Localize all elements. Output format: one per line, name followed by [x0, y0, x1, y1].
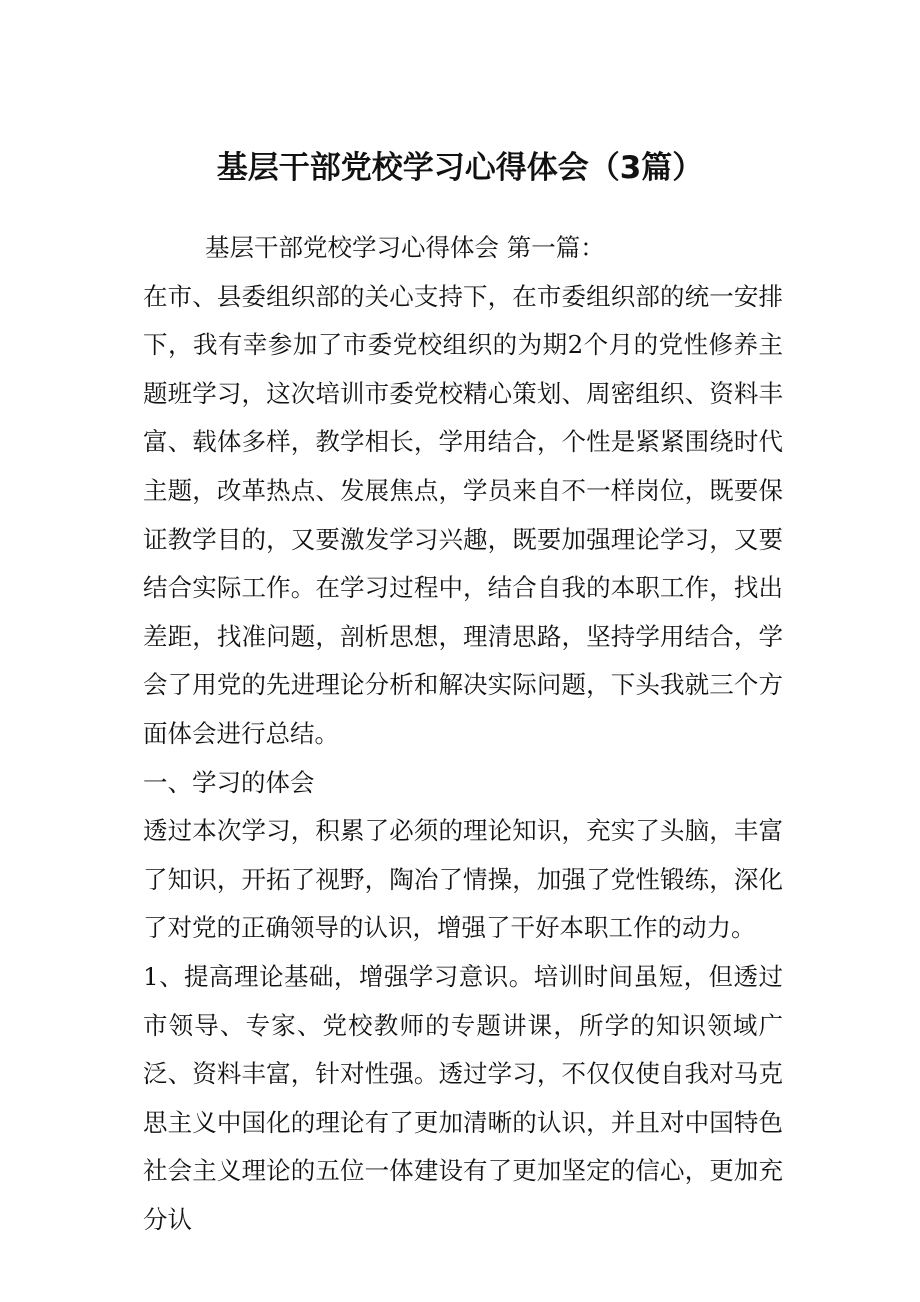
paragraph-point-1: 1、提高理论基础，增强学习意识。培训时间虽短，但透过市领导、专家、党校教师的专题讲课，所学的知识领域广泛、资料丰富，针对性强。透过学习，不仅仅使自我对马克思主义中国化的理论有了更加清晰的认识，并且对中国特色社会主义理论的五位一体建设有了更加坚定的信心，更加充分认: [143, 961, 783, 1234]
document-body: [143, 224, 783, 1244]
paragraph-experience: 透过本次学习，积累了必须的理论知识，充实了头脑，丰富了知识，开拓了视野，陶冶了情操，加强了党性锻练，深化了对党的正确领导的认识，增强了干好本职工作的动力。: [143, 816, 783, 943]
paragraph-intro: 在市、县委组织部的关心支持下，在市委组织部的统一安排下，我有幸参加了市委党校组织的为期2个月的党性修养主题班学习，这次培训市委党校精心策划、周密组织、资料丰富、载体多样，教学相长，学用结合，个性是紧紧围绕时代主题，改革热点、发展焦点，学员来自不一样岗位，既要保证教学目的，又要激发学习兴趣，既要加强理论学习，又要结合实际工作。在学习过程中，结合自我的本职工作，找出差距，找准问题，剖析思想，理清思路，坚持学用结合，学会了用党的先进理论分析和解决实际问题，下头我就三个方面体会进行总结。: [143, 281, 783, 748]
section-heading: 基层干部党校学习心得体会 第一篇：: [205, 233, 605, 262]
document-title: 基层干部党校学习心得体会（3篇）: [216, 150, 704, 186]
paragraph-heading-1: 一、学习的体会: [143, 767, 315, 797]
